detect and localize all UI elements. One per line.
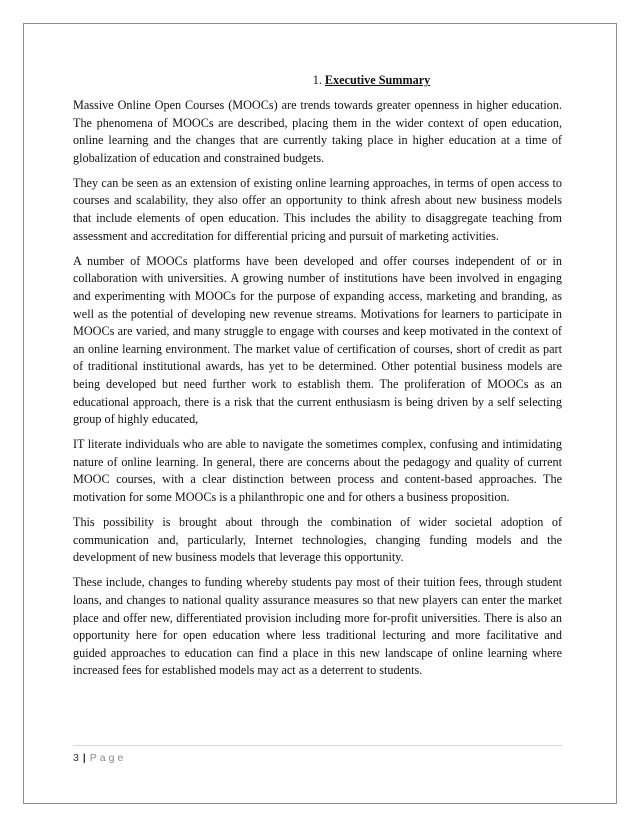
section-number: 1. bbox=[312, 73, 322, 87]
page-number: 3 bbox=[73, 752, 79, 764]
paragraph: Massive Online Open Courses (MOOCs) are trends towards greater openness in higher education. The phenomena of MOOCs are described, placing them in the wider context of open education, online learning and the changes that are currently taking place in higher education at a time of globalization of education and constrained budgets. bbox=[73, 98, 562, 165]
page-content bbox=[73, 71, 562, 687]
paragraph: This possibility is brought about through the combination of wider societal adoption of communication and, particularly, Internet technologies, changing funding models and the development of new business models that leverage this opportunity. bbox=[73, 515, 562, 565]
section-heading bbox=[73, 71, 562, 89]
page-footer bbox=[73, 752, 126, 764]
section-title: Executive Summary bbox=[324, 73, 431, 87]
page-label: Page bbox=[89, 752, 127, 764]
paragraph: They can be seen as an extension of existing online learning approaches, in terms of open access to courses and scalability, they also offer an opportunity to think afresh about new business models that include elements of open education. This includes the ability to disaggregate teaching from assessment and accreditation for differential pricing and pursuit of marketing activities. bbox=[73, 175, 562, 243]
paragraph: A number of MOOCs platforms have been developed and offer courses independent of or in collaboration with universities. A growing number of institutions have been involved in engaging and experimenting with MOOCs for the purpose of expanding access, marketing and branding, as well as the potential of developing new revenue streams. Motivations for learners to participate in MOOCs are varied, and many struggle to engage with courses and keep motivated in the context of an online learning environment. The market value of certification of courses, short of credit as part of traditional institutional awards, has yet to be determined. Other potential business models are being developed but need further work to establish them. The proliferation of MOOCs as an educational approach, there is a risk that the current enthusiasm is being driven by a self selecting group of highly educated, bbox=[73, 253, 562, 427]
footer-divider bbox=[73, 745, 562, 746]
footer-separator: | bbox=[82, 752, 86, 764]
paragraph: These include, changes to funding whereby students pay most of their tuition fees, through student loans, and changes to national quality assurance measures so that new players can enter the market place and offer new, differentiated provision including more for-profit universities. There is also an opportunity here for open education where less traditional lecturing and more facilitative and guided approaches to education can find a place in this new landscape of online learning where increased fees for established models may act as a deterrent to students. bbox=[73, 575, 562, 678]
paragraph: IT literate individuals who are able to navigate the sometimes complex, confusing and intimidating nature of online learning. In general, there are concerns about the pedagogy and quality of current MOOC courses, with a clear distinction between process and content-based approaches. The motivation for some MOOCs is a philanthropic one and for others a business proposition. bbox=[73, 437, 562, 504]
